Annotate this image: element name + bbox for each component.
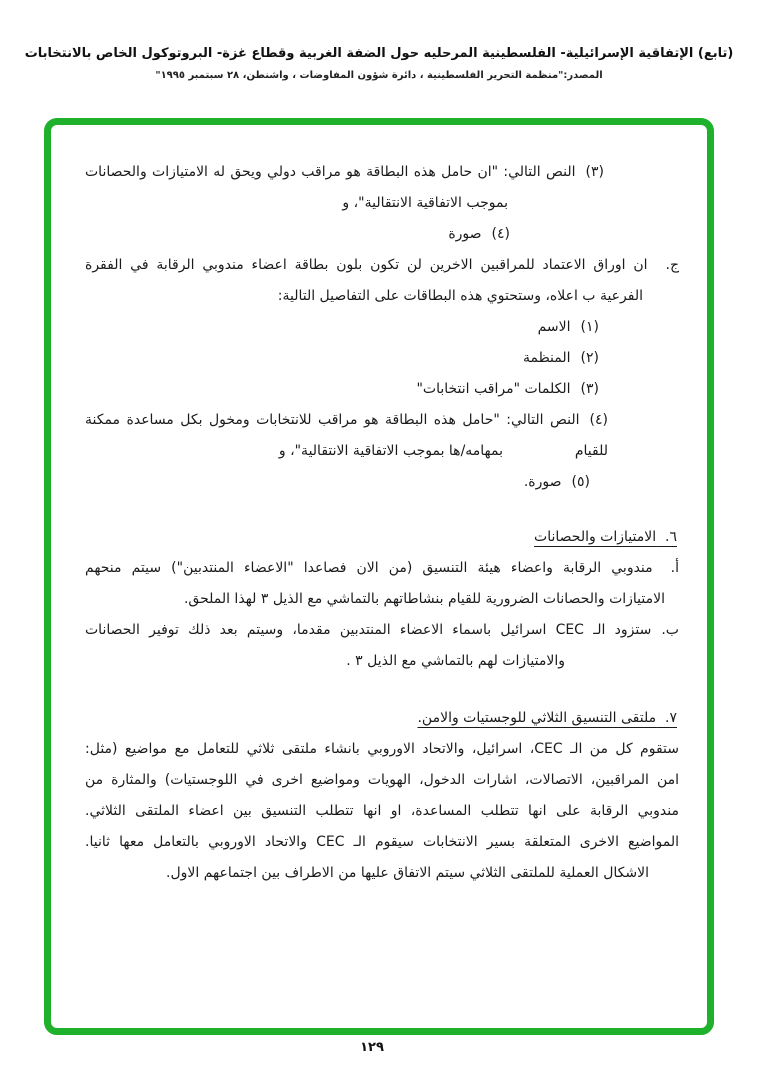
item-text: الاسم xyxy=(537,319,571,335)
section-6-heading xyxy=(85,522,677,553)
item-marker: (١) xyxy=(580,319,599,335)
list-item-a-line2: الامتيازات والحصانات الضرورية للقيام بنشاطاتهم بالتماشي مع الذيل ٣ لهذا الملحق. xyxy=(183,591,665,607)
green-border-frame xyxy=(44,118,714,1035)
item-text: ان اوراق الاعتماد للمراقبين الاخرين لن تكون بلون بطاقة اعضاء مندوبي الرقابة في الفقرة xyxy=(85,257,648,273)
item-text: النص التالي: "ان حامل هذه البطاقة هو مراقب دولي ويحق له الامتيازات والحصانات xyxy=(85,164,576,180)
item-text: مندوبي الرقابة واعضاء هيئة التنسيق (من الان فصاعدا "الاعضاء المنتدبين") سيتم منحهم xyxy=(85,560,653,576)
item-text: النص التالي: "حامل هذه البطاقة هو مراقب للانتخابات ومخول بكل مساعدة ممكنة للقيام xyxy=(85,412,608,459)
section-heading-text xyxy=(417,710,677,726)
page-title: (تابع) الإتفاقية الإسرائيلية- الفلسطينية المرحليه حول الضفة الغربية وقطاع غزة- البروتوكول الخاص بالانتخابات xyxy=(24,46,734,61)
sub-item-3 xyxy=(85,374,599,405)
item-text: الكلمات "مراقب انتخابات" xyxy=(416,381,571,397)
paragraph-line: المواضيع الاخرى المتعلقة بسير الانتخابات سيقوم الـ CEC والاتحاد الاوروبي بالتعامل معها ثانيا. xyxy=(85,834,679,850)
item-text: ستزود الـ CEC اسرائيل باسماء الاعضاء المنتدبين مقدما، وسيتم بعد ذلك توفير الحصانات xyxy=(85,622,652,638)
item-marker: (٣) xyxy=(580,381,599,397)
item-text: صورة. xyxy=(523,474,562,490)
section-number: ٦. xyxy=(665,529,677,545)
section-7-heading xyxy=(85,703,677,734)
item-marker: (٤) xyxy=(491,226,510,242)
list-item-4 xyxy=(85,219,510,250)
item-marker: (٥) xyxy=(571,474,590,490)
sub-item-2 xyxy=(85,343,599,374)
paragraph-line: الاشكال العملية للملتقى الثلاثي سيتم الاتفاق عليها من الاطراف بين اجتماعهم الاول. xyxy=(166,865,649,881)
item-marker: ب. xyxy=(661,622,679,638)
item-marker: أ. xyxy=(670,560,679,576)
item-marker: ج. xyxy=(665,257,679,273)
sub-item-1 xyxy=(85,312,599,343)
page-number: ١٢٩ xyxy=(360,1040,384,1055)
document-content xyxy=(51,125,707,1028)
list-item-b-line1 xyxy=(85,615,679,646)
paragraph-line: امن المراقبين، الاتصالات، اشارات الدخول، الهويات ومواضيع اخرى في اللوجستيات) والمثارة من xyxy=(85,772,679,788)
paragraph-line: مندوبي الرقابة على انها تتطلب المساعدة، او انها تتطلب التنسيق بين اعضاء الملتقى الثلاثي. xyxy=(85,803,679,819)
section-heading-text xyxy=(534,529,677,545)
sub-item-5 xyxy=(85,467,590,498)
section-title: ملتقى التنسيق الثلاثي للوجستيات والامن. xyxy=(417,710,657,726)
source-line: المصدر:"منظمة التحرير الفلسطينية ، دائرة شؤون المفاوضات ، واشنطن، ٢٨ سبتمبر ١٩٩٥" xyxy=(155,70,603,81)
list-item-j-line2: الفرعية ب اعلاه، وستحتوي هذه البطاقات على التفاصيل التالية: xyxy=(277,288,643,304)
list-item-3-line1 xyxy=(85,157,604,188)
list-item-b-line2: والامتيازات لهم بالتماشي مع الذيل ٣ . xyxy=(346,653,565,669)
item-marker: (٣) xyxy=(585,164,604,180)
item-text: المنظمة xyxy=(522,350,571,366)
list-item-j-line1 xyxy=(85,250,679,281)
sub-item-4-line2: بمهامه/ها بموجب الاتفاقية الانتقالية"، و xyxy=(278,443,503,459)
item-marker: (٤) xyxy=(589,412,608,428)
list-item-a-line1 xyxy=(85,553,679,584)
section-title: الامتيازات والحصانات xyxy=(534,529,657,545)
paragraph-line: ستقوم كل من الـ CEC، اسرائيل، والاتحاد الاوروبي بانشاء ملتقى ثلاثي للتعامل مع مواضيع (مثل: xyxy=(85,741,679,757)
item-text: صورة xyxy=(448,226,482,242)
list-item-3-line2: بموجب الاتفاقية الانتقالية"، و xyxy=(342,195,508,211)
document-header xyxy=(0,46,758,81)
section-number: ٧. xyxy=(665,710,677,726)
item-marker: (٢) xyxy=(580,350,599,366)
